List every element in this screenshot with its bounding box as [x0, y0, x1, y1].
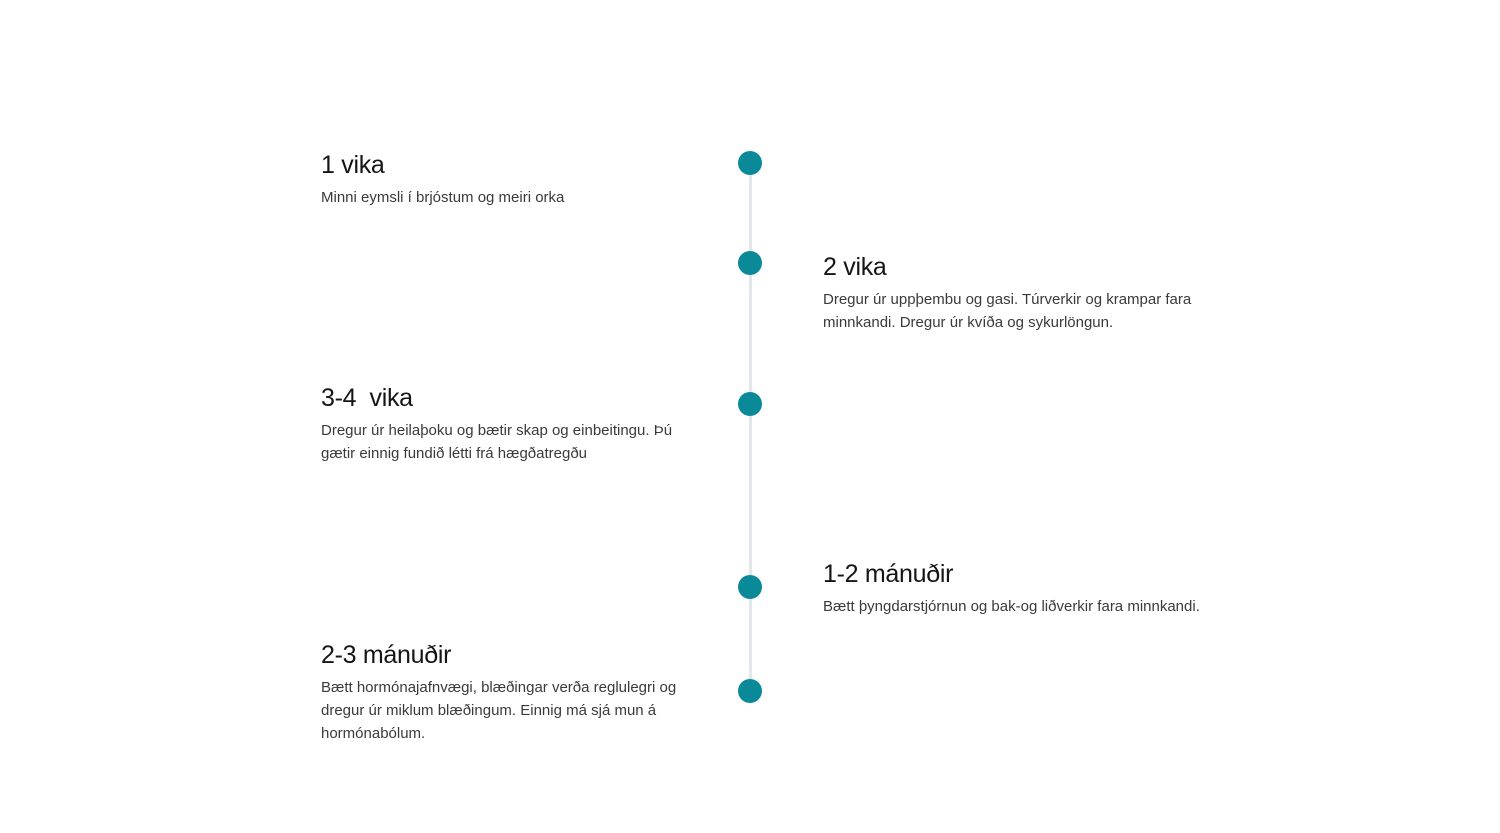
entry-text: Dregur úr heilaþoku og bætir skap og einbeitingu. Þú gætir einnig fundið létti frá hægðatregðu [321, 422, 673, 462]
entry-text: Minni eymsli í brjóstum og meiri orka [321, 189, 565, 206]
timeline-dot-5 [738, 679, 762, 703]
entry-text: Bætt hormónajafnvægi, blæðingar verða reglulegri og dregur úr miklum blæðingum. Einnig má sjá mun á hormónabólum. [321, 679, 677, 742]
timeline-dot-2 [738, 251, 762, 275]
entry-title: 1 vika [321, 151, 385, 179]
timeline-entry-3 [321, 383, 701, 465]
timeline-dot-4 [738, 575, 762, 599]
entry-text: Dregur úr uppþembu og gasi. Túrverkir og krampar fara minnkandi. Dregur úr kvíða og sykurlöngun. [823, 291, 1192, 331]
entry-title: 1-2 mánuðir [823, 560, 954, 588]
entry-text: Bætt þyngdarstjórnun og bak-og liðverkir fara minnkandi. [823, 598, 1200, 615]
timeline-entry-2 [823, 252, 1223, 334]
timeline-dot-3 [738, 392, 762, 416]
timeline-entry-4 [823, 559, 1223, 618]
timeline-dot-1 [738, 151, 762, 175]
entry-title: 3-4 vika [321, 384, 413, 412]
entry-title: 2 vika [823, 253, 887, 281]
timeline-entry-1 [321, 150, 701, 209]
timeline-entry-5 [321, 640, 701, 745]
timeline-axis [749, 163, 752, 692]
entry-title: 2-3 mánuðir [321, 641, 452, 669]
